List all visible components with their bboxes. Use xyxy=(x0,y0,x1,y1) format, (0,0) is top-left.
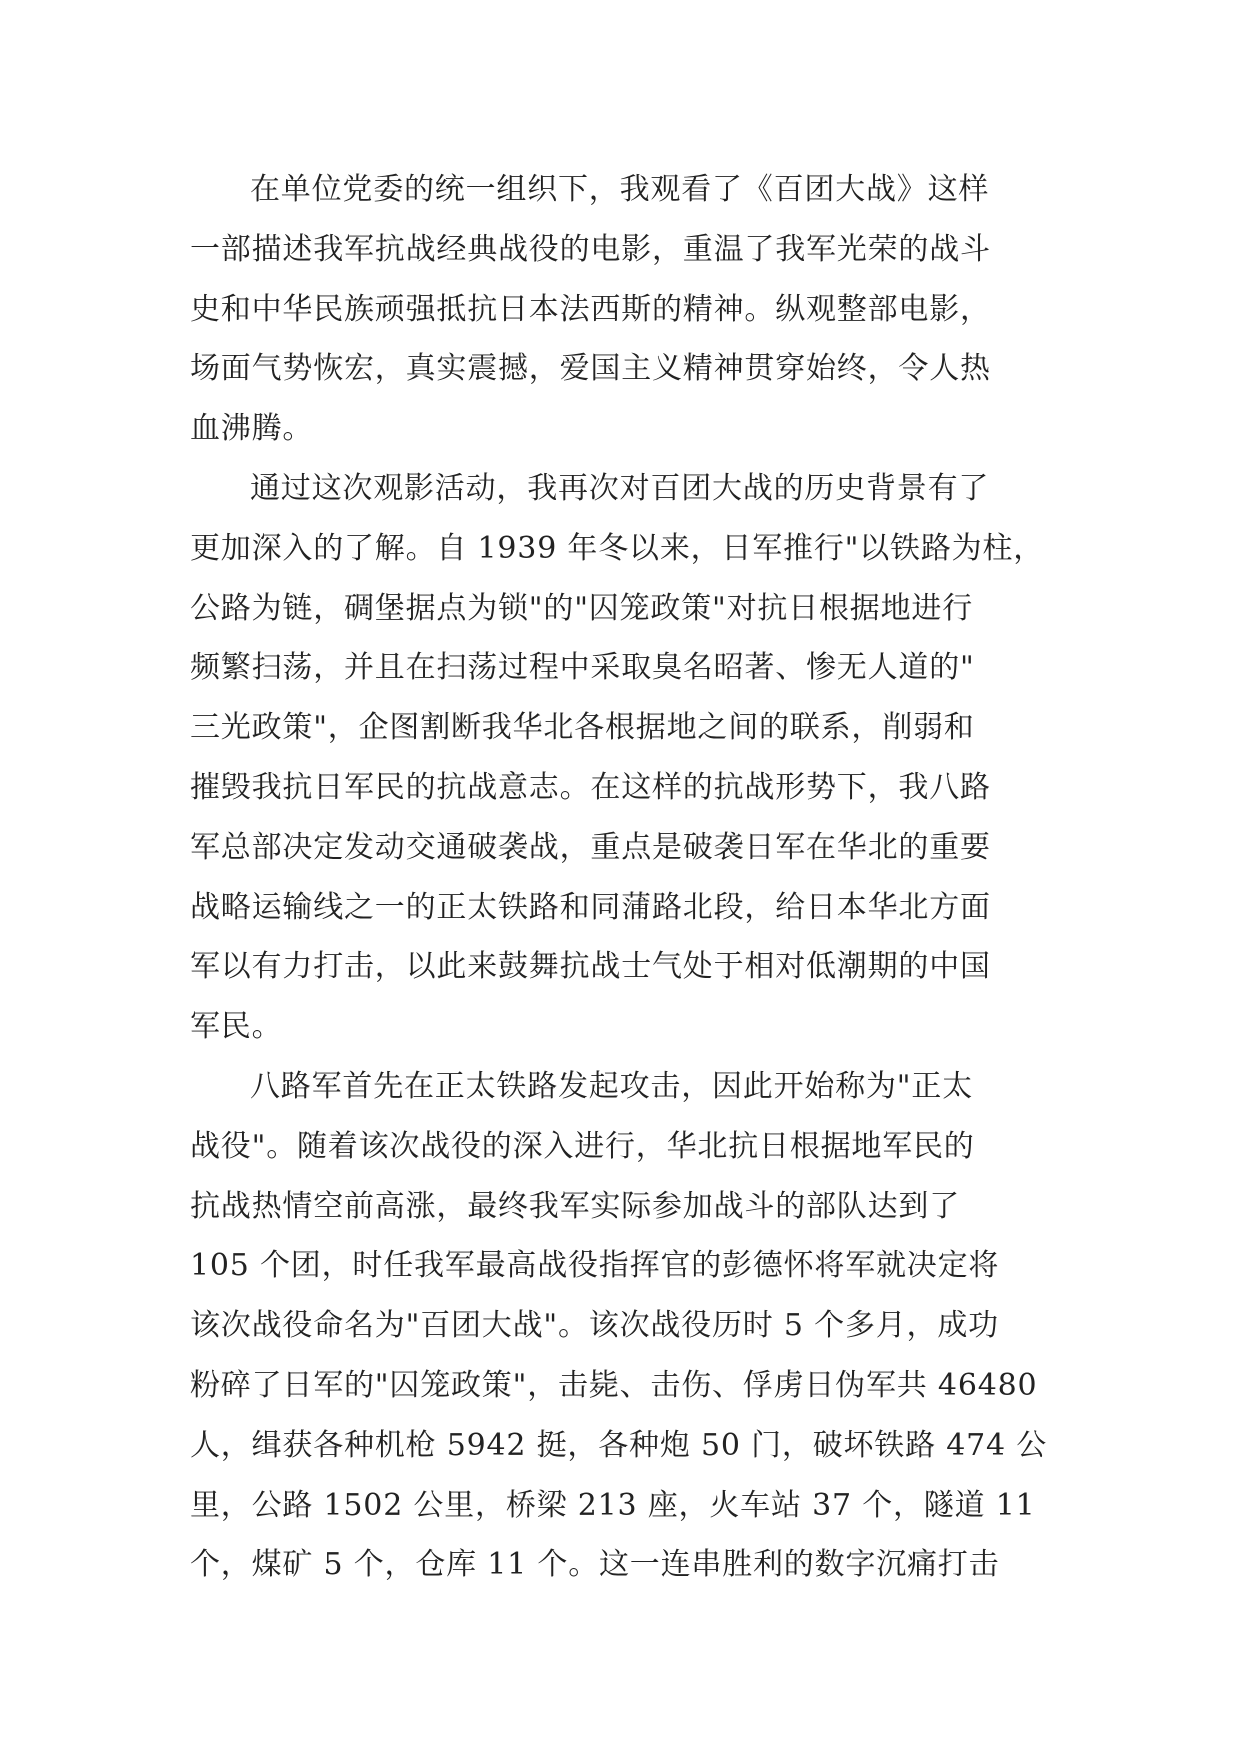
text-line: 在单位党委的统一组织下，我观看了《百团大战》这样 xyxy=(250,172,990,207)
text-line: 血沸腾。 xyxy=(190,411,314,447)
text-line: 军总部决定发动交通破袭战，重点是破袭日军在华北的重要 xyxy=(190,829,991,865)
document-body xyxy=(190,160,1050,1595)
text-line: 史和中华民族顽强抵抗日本法西斯的精神。纵观整部电影， xyxy=(190,291,991,327)
text-line: 里，公路 1502 公里，桥梁 213 座，火车站 37 个，隧道 11 xyxy=(190,1487,1036,1523)
text-line: 一部描述我军抗战经典战役的电影，重温了我军光荣的战斗 xyxy=(190,231,991,267)
text-line: 抗战热情空前高涨，最终我军实际参加战斗的部队达到了 xyxy=(190,1188,960,1224)
paragraph-3 xyxy=(190,1057,1050,1595)
paragraph-1 xyxy=(190,160,1050,459)
text-line: 军民。 xyxy=(190,1009,283,1045)
text-line: 场面气势恢宏，真实震撼，爱国主义精神贯穿始终，令人热 xyxy=(190,351,991,387)
text-line: 三光政策"，企图割断我华北各根据地之间的联系，削弱和 xyxy=(190,710,975,746)
text-line: 战略运输线之一的正太铁路和同蒲路北段，给日本华北方面 xyxy=(190,889,991,925)
text-line: 105 个团，时任我军最高战役指挥官的彭德怀将军就决定将 xyxy=(190,1248,1000,1284)
text-line: 军以有力打击，以此来鼓舞抗战士气处于相对低潮期的中国 xyxy=(190,949,991,985)
text-line: 通过这次观影活动，我再次对百团大战的历史背景有了 xyxy=(250,470,990,506)
text-line: 频繁扫荡，并且在扫荡过程中采取臭名昭著、惨无人道的" xyxy=(190,650,975,686)
text-line: 个，煤矿 5 个，仓库 11 个。这一连串胜利的数字沉痛打击 xyxy=(190,1547,1000,1583)
text-line: 八路军首先在正太铁路发起攻击，因此开始称为"正太 xyxy=(250,1068,973,1104)
text-line: 战役"。随着该次战役的深入进行，华北抗日根据地军民的 xyxy=(190,1128,975,1164)
text-line: 该次战役命名为"百团大战"。该次战役历时 5 个多月，成功 xyxy=(190,1308,999,1344)
text-line: 更加深入的了解。自 1939 年冬以来，日军推行"以铁路为柱， xyxy=(190,530,1045,566)
text-line: 粉碎了日军的"囚笼政策"，击毙、击伤、俘虏日伪军共 46480 xyxy=(190,1367,1038,1403)
text-line: 人，缉获各种机枪 5942 挺，各种炮 50 门，破坏铁路 474 公 xyxy=(190,1427,1047,1463)
paragraph-2 xyxy=(190,459,1050,1057)
text-line: 摧毁我抗日军民的抗战意志。在这样的抗战形势下，我八路 xyxy=(190,769,991,805)
text-line: 公路为链，碉堡据点为锁"的"囚笼政策"对抗日根据地进行 xyxy=(190,590,973,626)
